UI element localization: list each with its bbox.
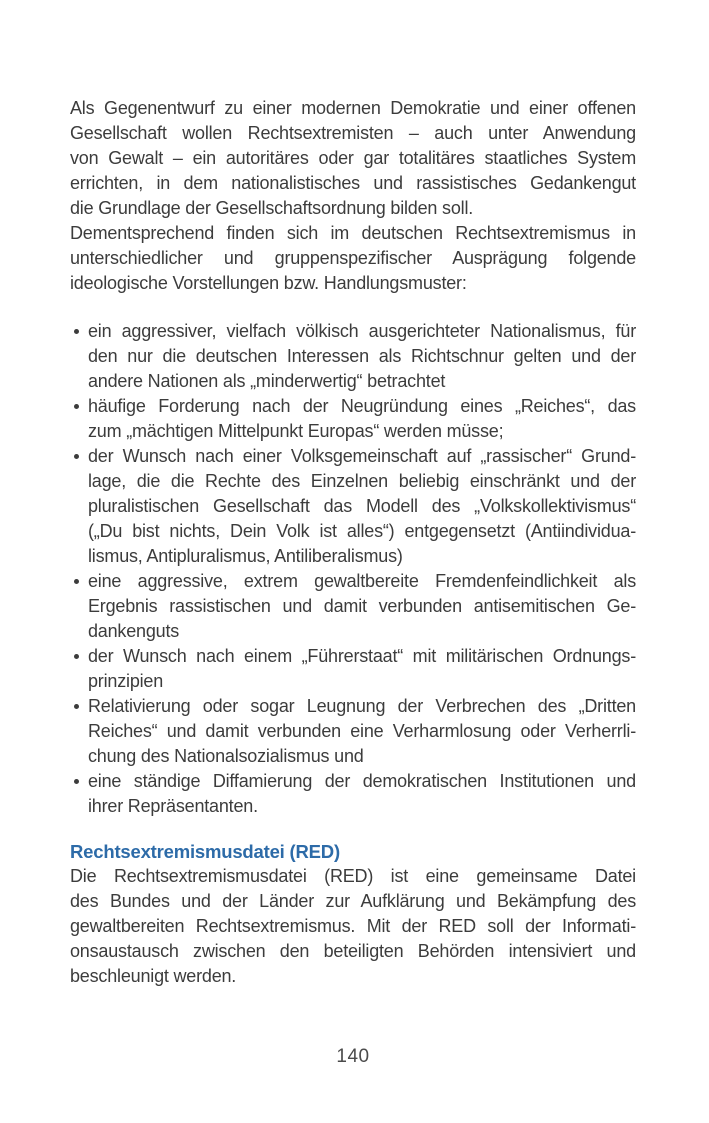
bullet-dot-icon — [74, 454, 79, 459]
bullet-item-reich — [70, 394, 636, 444]
text-line: des Bundes und der Länder zur Aufklärung und Bekämpfung des — [70, 891, 636, 911]
text-line: die Grundlage der Gesellschaftsordnung bilden soll. — [70, 198, 474, 218]
text-line: zum „mächtigen Mittelpunkt Europas“ werden müsse; — [88, 421, 504, 441]
text-line: ein aggressiver, vielfach völkisch ausgerichteter Nationalismus, für — [88, 321, 636, 341]
text-line: dankenguts — [88, 621, 180, 641]
text-line: errichten, in dem nationalistisches und rassistisches Gedankengut — [70, 173, 636, 193]
page-content — [70, 96, 636, 989]
text-line: ihrer Repräsentanten. — [88, 796, 258, 816]
bullet-dot-icon — [74, 404, 79, 409]
bullet-dot-icon — [74, 779, 79, 784]
text-line: chung des Nationalsozialismus und — [88, 746, 364, 766]
text-line: Dementsprechend finden sich im deutschen Rechtsextremismus in — [70, 223, 636, 243]
ideology-bullet-list — [70, 319, 636, 819]
bullet-text — [88, 319, 636, 394]
text-line: onsaustausch zwischen den beteiligten Behörden intensiviert und — [70, 941, 636, 961]
bullet-item-nationalismus — [70, 319, 636, 394]
intro-paragraph-1 — [70, 96, 636, 221]
text-line: gewaltbereiten Rechtsextremismus. Mit der RED soll der Informati- — [70, 916, 636, 936]
text-line: ideologische Vorstellungen bzw. Handlungsmuster: — [70, 273, 467, 293]
intro-paragraph-2 — [70, 221, 636, 296]
text-line: lage, die die Rechte des Einzelnen beliebig einschränkt und der — [88, 471, 636, 491]
text-line: von Gewalt – ein autoritäres oder gar totalitäres staatliches System — [70, 148, 636, 168]
bullet-item-volksgemeinschaft — [70, 444, 636, 569]
text-line: lismus, Antipluralismus, Antiliberalismus) — [88, 546, 403, 566]
bullet-dot-icon — [74, 579, 79, 584]
bullet-text — [88, 769, 636, 819]
text-line: pluralistischen Gesellschaft das Modell des „Volkskollektivismus“ — [88, 496, 636, 516]
text-line: der Wunsch nach einer Volksgemeinschaft auf „rassischer“ Grund- — [88, 446, 636, 466]
text-line: Relativierung oder sogar Leugnung der Verbrechen des „Dritten — [88, 696, 636, 716]
bullet-text — [88, 694, 636, 769]
bullet-item-diffamierung — [70, 769, 636, 819]
bullet-dot-icon — [74, 329, 79, 334]
bullet-text — [88, 444, 636, 569]
text-line: den nur die deutschen Interessen als Richtschnur gelten und der — [88, 346, 636, 366]
bullet-text — [88, 644, 636, 694]
text-line: unterschiedlicher und gruppenspezifischer Ausprägung folgende — [70, 248, 636, 268]
bullet-dot-icon — [74, 704, 79, 709]
bullet-item-relativierung — [70, 694, 636, 769]
text-line: Gesellschaft wollen Rechtsextremisten – auch unter Anwendung — [70, 123, 636, 143]
red-paragraph — [70, 864, 636, 989]
text-line: andere Nationen als „minderwertig“ betrachtet — [88, 371, 446, 391]
bullet-item-fuehrerstaat — [70, 644, 636, 694]
page-number: 140 — [336, 1046, 370, 1067]
text-line: Als Gegenentwurf zu einer modernen Demokratie und einer offenen — [70, 98, 636, 118]
text-line: beschleunigt werden. — [70, 966, 237, 986]
text-line: häufige Forderung nach der Neugründung eines „Reiches“, das — [88, 396, 636, 416]
text-line: Die Rechtsextremismusdatei (RED) ist eine gemeinsame Datei — [70, 866, 636, 886]
text-line: der Wunsch nach einem „Führerstaat“ mit militärischen Ordnungs- — [88, 646, 636, 666]
text-line: eine ständige Diffamierung der demokratischen Institutionen und — [88, 771, 636, 791]
text-line: („Du bist nichts, Dein Volk ist alles“) entgegensetzt (Antiindividua- — [88, 521, 636, 541]
text-line: Reiches“ und damit verbunden eine Verharmlosung oder Verherrli- — [88, 721, 636, 741]
bullet-dot-icon — [74, 654, 79, 659]
text-line: prinzipien — [88, 671, 164, 691]
text-line: eine aggressive, extrem gewaltbereite Fremdenfeindlichkeit als — [88, 571, 636, 591]
bullet-text — [88, 569, 636, 644]
section-heading-red: Rechtsextremismusdatei (RED) — [70, 841, 340, 862]
bullet-text — [88, 394, 636, 444]
bullet-item-fremdenfeindlichkeit — [70, 569, 636, 644]
text-line: Ergebnis rassistischen und damit verbunden antisemitischen Ge- — [88, 596, 636, 616]
